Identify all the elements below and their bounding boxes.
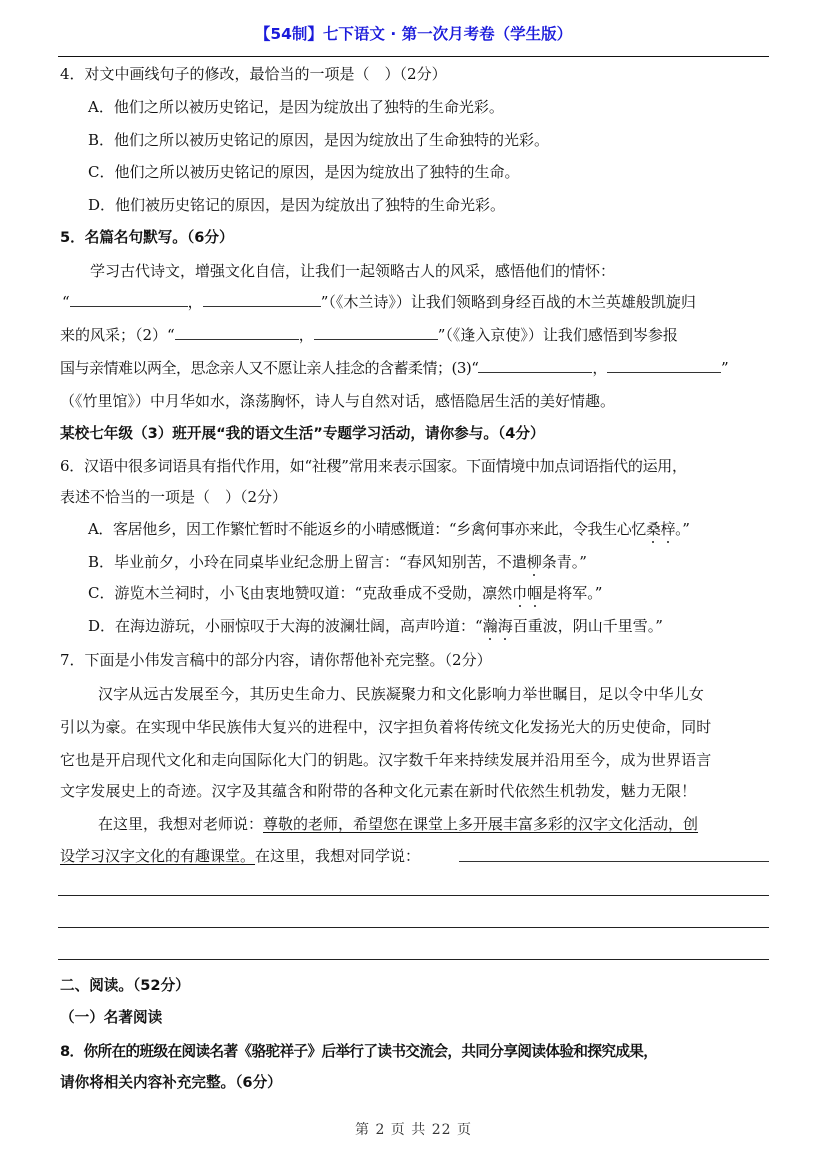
q6-option-b xyxy=(88,552,587,572)
q6-option-c-end: 是将军。” xyxy=(542,584,603,602)
q7-passage-line-3: 它也是开启现代文化和走向国际化大门的钥匙。汉字数千年来持续发展并沿用至今，成为世界语言 xyxy=(60,751,712,769)
q4-option-a: A．他们之所以被历史铭记，是因为绽放出了独特的生命光彩。 xyxy=(88,98,504,116)
q4-option-c: C．他们之所以被历史铭记的原因，是因为绽放出了独特的生命。 xyxy=(88,163,520,181)
q8-stem-line-2: 请你将相关内容补充完整。（6分） xyxy=(60,1074,282,1091)
q5-blank-2a[interactable] xyxy=(175,325,299,340)
q6-option-b-end: 条青。” xyxy=(541,553,587,571)
q8-stem-line-1: 8．你所在的班级在阅读名著《骆驼祥子》后举行了读书交流会，共同分享阅读体验和探究成果， xyxy=(60,1043,658,1060)
q6-option-a-text: A．客居他乡，因工作繁忙暂时不能返乡的小晴感慨道：“乡禽何事亦来此，令我生心忆 xyxy=(88,520,646,538)
q7-answer-blank[interactable] xyxy=(459,861,769,862)
q6-option-d-text: D．在海边游玩，小丽惊叹于大海的波澜壮阔，高声吟道：“ xyxy=(88,617,483,635)
q5-blank-2b[interactable] xyxy=(314,325,438,340)
q5-line-4: （《竹里馆》）中月华如水，涤荡胸怀，诗人与自然对话，感悟隐居生活的美好情趣。 xyxy=(60,392,616,410)
q5-title: 5．名篇名句默写。（6分） xyxy=(60,229,234,246)
q5-line-2-prefix: 来的风采；（2）“ xyxy=(60,326,175,344)
q5-blank-3a[interactable] xyxy=(478,358,592,373)
q6-option-d xyxy=(88,616,663,636)
q5-line-3-prefix: 国与亲情难以两全，思念亲人又不愿让亲人挂念的含蓄柔情；(3)“ xyxy=(60,359,479,377)
dotted-word: 海 xyxy=(497,617,513,635)
q6-option-c xyxy=(88,583,602,603)
q5-line-3 xyxy=(60,358,728,378)
q4-option-b: B．他们之所以被历史铭记的原因，是因为绽放出了生命独特的光彩。 xyxy=(88,131,550,149)
q6-option-c-text: C．游览木兰祠时，小飞由衷地赞叹道：“克敌垂成不受勋，凛然 xyxy=(88,584,513,602)
header-divider xyxy=(58,56,769,57)
q5-close-quote: ” xyxy=(720,359,729,377)
q6-stem-line-2: 表述不恰当的一项是（ ）（2分） xyxy=(60,488,288,506)
document-header-title: 【54制】七下语文 · 第一次月考卷（学生版） xyxy=(254,25,573,43)
dotted-word: 梓 xyxy=(660,520,676,538)
activity-title: 某校七年级（3）班开展“我的语文生活”专题学习活动，请你参与。（4分） xyxy=(60,425,545,442)
section-2-title: 二、阅读。（52分） xyxy=(60,977,190,994)
q5-comma: ， xyxy=(187,293,203,311)
q5-comma: ， xyxy=(592,359,607,377)
q6-stem-line-1: 6．汉语中很多词语具有指代作用，如“社稷”常用来表示国家。下面情境中加点词语指代的运用， xyxy=(60,457,687,475)
q7-passage-line-2: 引以为豪。在实现中华民族伟大复兴的进程中，汉字担负着将传统文化发扬光大的历史使命，同时 xyxy=(60,718,712,736)
dotted-word: 帼 xyxy=(527,584,543,602)
q7-teacher-line xyxy=(98,814,698,834)
q4-option-d: D．他们被历史铭记的原因，是因为绽放出了独特的生命光彩。 xyxy=(88,196,506,214)
q5-line-1-text: ”（《木兰诗》）让我们领略到身经百战的木兰英雄般凯旋归 xyxy=(320,293,696,311)
q7-passage-line-4: 文字发展史上的奇迹。汉字及其蕴含和附带的各种文化元素在新时代依然生机勃发，魅力无限！ xyxy=(60,782,697,800)
q7-stem: 7．下面是小伟发言稿中的部分内容，请你帮他补充完整。（2分） xyxy=(60,651,492,669)
q6-option-a-end: 。” xyxy=(675,520,690,538)
q5-open-quote: “ xyxy=(62,293,70,311)
answer-line-2[interactable] xyxy=(58,927,769,928)
q7-classmate-prefix: 在这里，我想对同学说： xyxy=(255,847,421,865)
page-number: 第 2 页 共 22 页 xyxy=(355,1122,472,1138)
q4-stem: 4．对文中画线句子的修改，最恰当的一项是（ ）（2分） xyxy=(60,65,447,83)
q5-intro: 学习古代诗文，增强文化自信，让我们一起领略古人的风采，感悟他们的情怀： xyxy=(90,262,616,280)
q6-option-b-text: B．毕业前夕，小玲在同桌毕业纪念册上留言：“春风知别苦，不遣 xyxy=(88,553,527,571)
answer-line-1[interactable] xyxy=(58,895,769,896)
q6-option-a xyxy=(88,519,690,539)
section-2-subtitle: （一）名著阅读 xyxy=(60,1009,163,1026)
q7-classmate-line xyxy=(60,846,420,866)
dotted-word: 巾 xyxy=(512,584,528,602)
q5-line-2 xyxy=(60,325,678,345)
dotted-word: 柳 xyxy=(526,553,542,571)
q7-teacher-sample-answer: 尊敬的老师，希望您在课堂上多开展丰富多彩的汉字文化活动，创 xyxy=(263,815,699,833)
q5-blank-1b[interactable] xyxy=(203,292,321,307)
answer-line-3[interactable] xyxy=(58,959,769,960)
q7-teacher-sample-answer-cont: 设学习汉字文化的有趣课堂。 xyxy=(60,847,256,865)
q5-line-1 xyxy=(62,292,696,312)
q7-passage-line-1: 汉字从远古发展至今，其历史生命力、民族凝聚力和文化影响力举世瞩目，足以令中华儿女 xyxy=(98,685,705,703)
q5-line-2-text: ”（《逢入京使》）让我们感悟到岑参报 xyxy=(437,326,678,344)
dotted-word: 瀚 xyxy=(482,617,498,635)
q5-comma: ， xyxy=(298,326,314,344)
dotted-word: 桑 xyxy=(645,520,661,538)
q6-option-d-end: 百重波，阴山千里雪。” xyxy=(512,617,663,635)
q5-blank-3b[interactable] xyxy=(607,358,721,373)
q5-blank-1a[interactable] xyxy=(70,292,188,307)
q7-teacher-prefix: 在这里，我想对老师说： xyxy=(98,815,264,833)
